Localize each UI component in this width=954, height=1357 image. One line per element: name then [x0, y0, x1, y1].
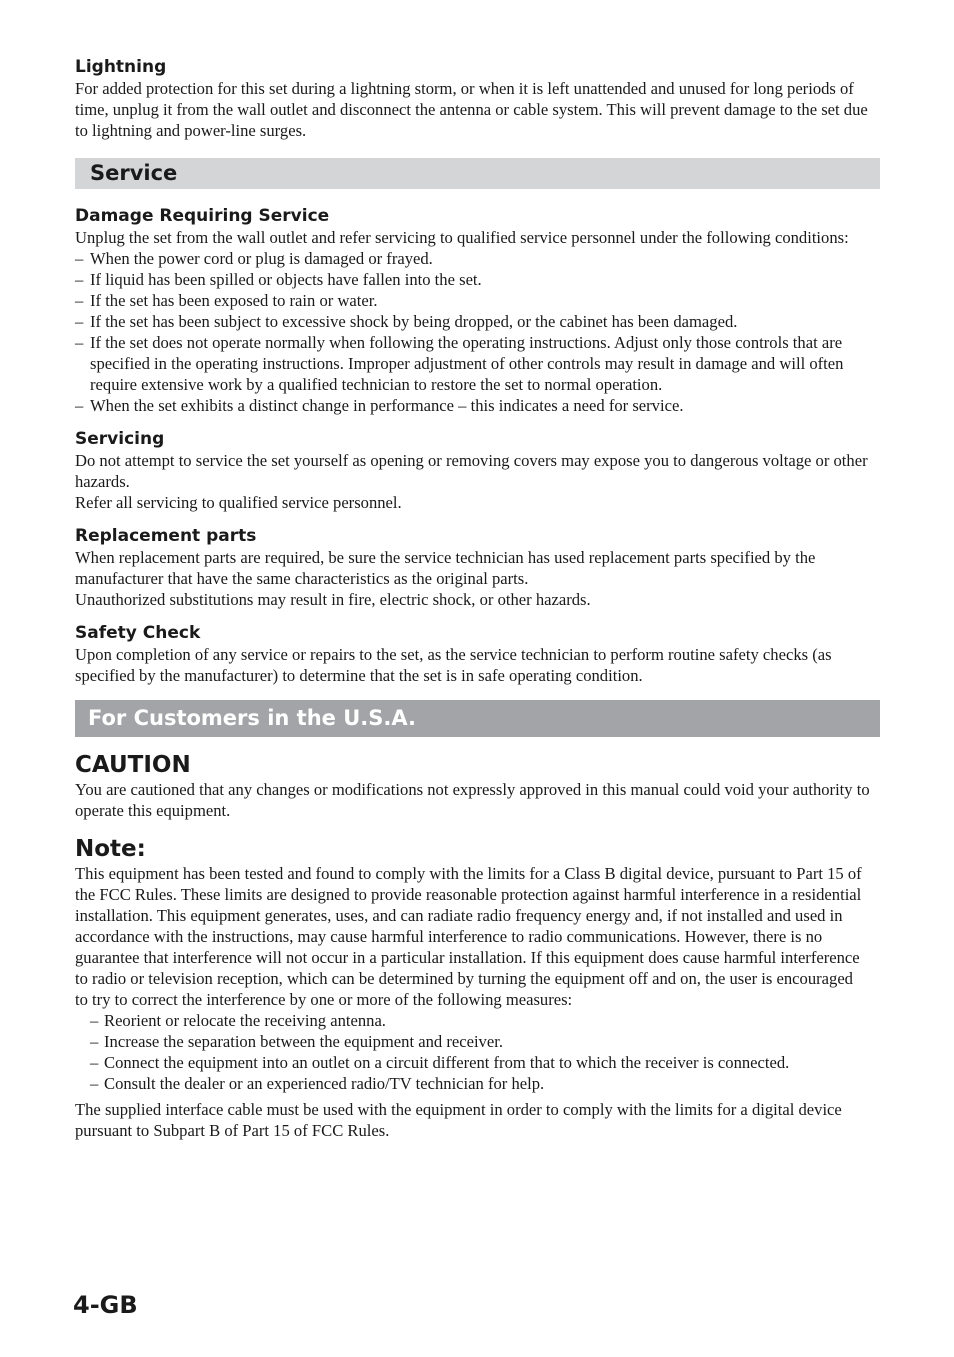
document-page [75, 56, 880, 1141]
list-item: – If the set has been exposed to rain or water. [75, 290, 880, 311]
safety-check-section [75, 622, 880, 686]
servicing-section [75, 428, 880, 513]
caution-body: You are cautioned that any changes or modifications not expressly approved in this manual could void your authority to operate this equipment. [75, 780, 870, 820]
safety-body: Upon completion of any service or repairs to the set, as the service technician to perform routine safety checks (as specified by the manufacturer) to determine that the set is in safe operating condition. [75, 645, 832, 685]
list-item: – If liquid has been spilled or objects have fallen into the set. [75, 269, 880, 290]
damage-intro: Unplug the set from the wall outlet and refer servicing to qualified service personnel under the following conditions: [75, 228, 849, 247]
note-measures-list [75, 1010, 880, 1094]
caution-section [75, 751, 880, 821]
note-closing: The supplied interface cable must be used with the equipment in order to comply with the limits for a digital device pursuant to Subpart B of Part 15 of FCC Rules. [75, 1100, 842, 1140]
list-item: – Reorient or relocate the receiving antenna. [75, 1010, 880, 1031]
servicing-line-1: Do not attempt to service the set yourself as opening or removing covers may expose you to dangerous voltage or other hazards. [75, 451, 868, 491]
replacement-line-2: Unauthorized substitutions may result in fire, electric shock, or other hazards. [75, 590, 591, 609]
list-item: – When the set exhibits a distinct change in performance – this indicates a need for service. [75, 395, 880, 416]
replacement-parts-section [75, 525, 880, 610]
note-body: This equipment has been tested and found to comply with the limits for a Class B digital device, pursuant to Part 15 of the FCC Rules. These limits are designed to provide reasonable protection against harmful interference in a residential installation. This equipment generates, uses, and can radiate radio frequency energy and, if not installed and used in accordance with the instructions, may cause harmful interference to radio communications. However, there is no guarantee that interference will not occur in a particular installation. If this equipment does cause harmful interference to radio or television reception, which can be determined by turning the equipment off and on, the user is encouraged to try to correct the interference by one or more of the following measures: [75, 864, 862, 1009]
list-item: – When the power cord or plug is damaged or frayed. [75, 248, 880, 269]
service-banner-title: Service [90, 161, 178, 185]
usa-banner-title: For Customers in the U.S.A. [88, 706, 416, 730]
replacement-heading: Replacement parts [75, 526, 257, 546]
caution-heading: CAUTION [75, 752, 191, 778]
note-section [75, 835, 880, 1141]
replacement-line-1: When replacement parts are required, be sure the service technician has used replacement parts specified by the manufacturer that have the same characteristics as the original parts. [75, 548, 816, 588]
list-item: – Increase the separation between the equipment and receiver. [75, 1031, 880, 1052]
lightning-heading: Lightning [75, 57, 167, 77]
lightning-body: For added protection for this set during a lightning storm, or when it is left unattended and unused for long periods of time, unplug it from the wall outlet and disconnect the antenna or cable system. This will prevent damage to the set due to lightning and power-line surges. [75, 79, 868, 140]
usa-banner [75, 700, 880, 737]
page-number: 4-GB [73, 1291, 138, 1319]
safety-heading: Safety Check [75, 623, 201, 643]
damage-conditions-list [75, 248, 880, 416]
damage-requiring-service-section [75, 205, 880, 416]
service-banner [75, 158, 880, 189]
lightning-section [75, 56, 880, 141]
servicing-line-2: Refer all servicing to qualified service personnel. [75, 493, 402, 512]
servicing-heading: Servicing [75, 429, 165, 449]
list-item: – Connect the equipment into an outlet on a circuit different from that to which the receiver is connected. [75, 1052, 880, 1073]
damage-heading: Damage Requiring Service [75, 206, 330, 226]
list-item: – If the set has been subject to excessive shock by being dropped, or the cabinet has been damaged. [75, 311, 880, 332]
list-item: – If the set does not operate normally when following the operating instructions. Adjust only those controls that are specified in the operating instructions. Improper adjustment of other controls may result in damage and will often require extensive work by a qualified technician to restore the set to normal operation. [75, 332, 880, 395]
list-item: – Consult the dealer or an experienced radio/TV technician for help. [75, 1073, 880, 1094]
note-heading: Note: [75, 836, 146, 862]
